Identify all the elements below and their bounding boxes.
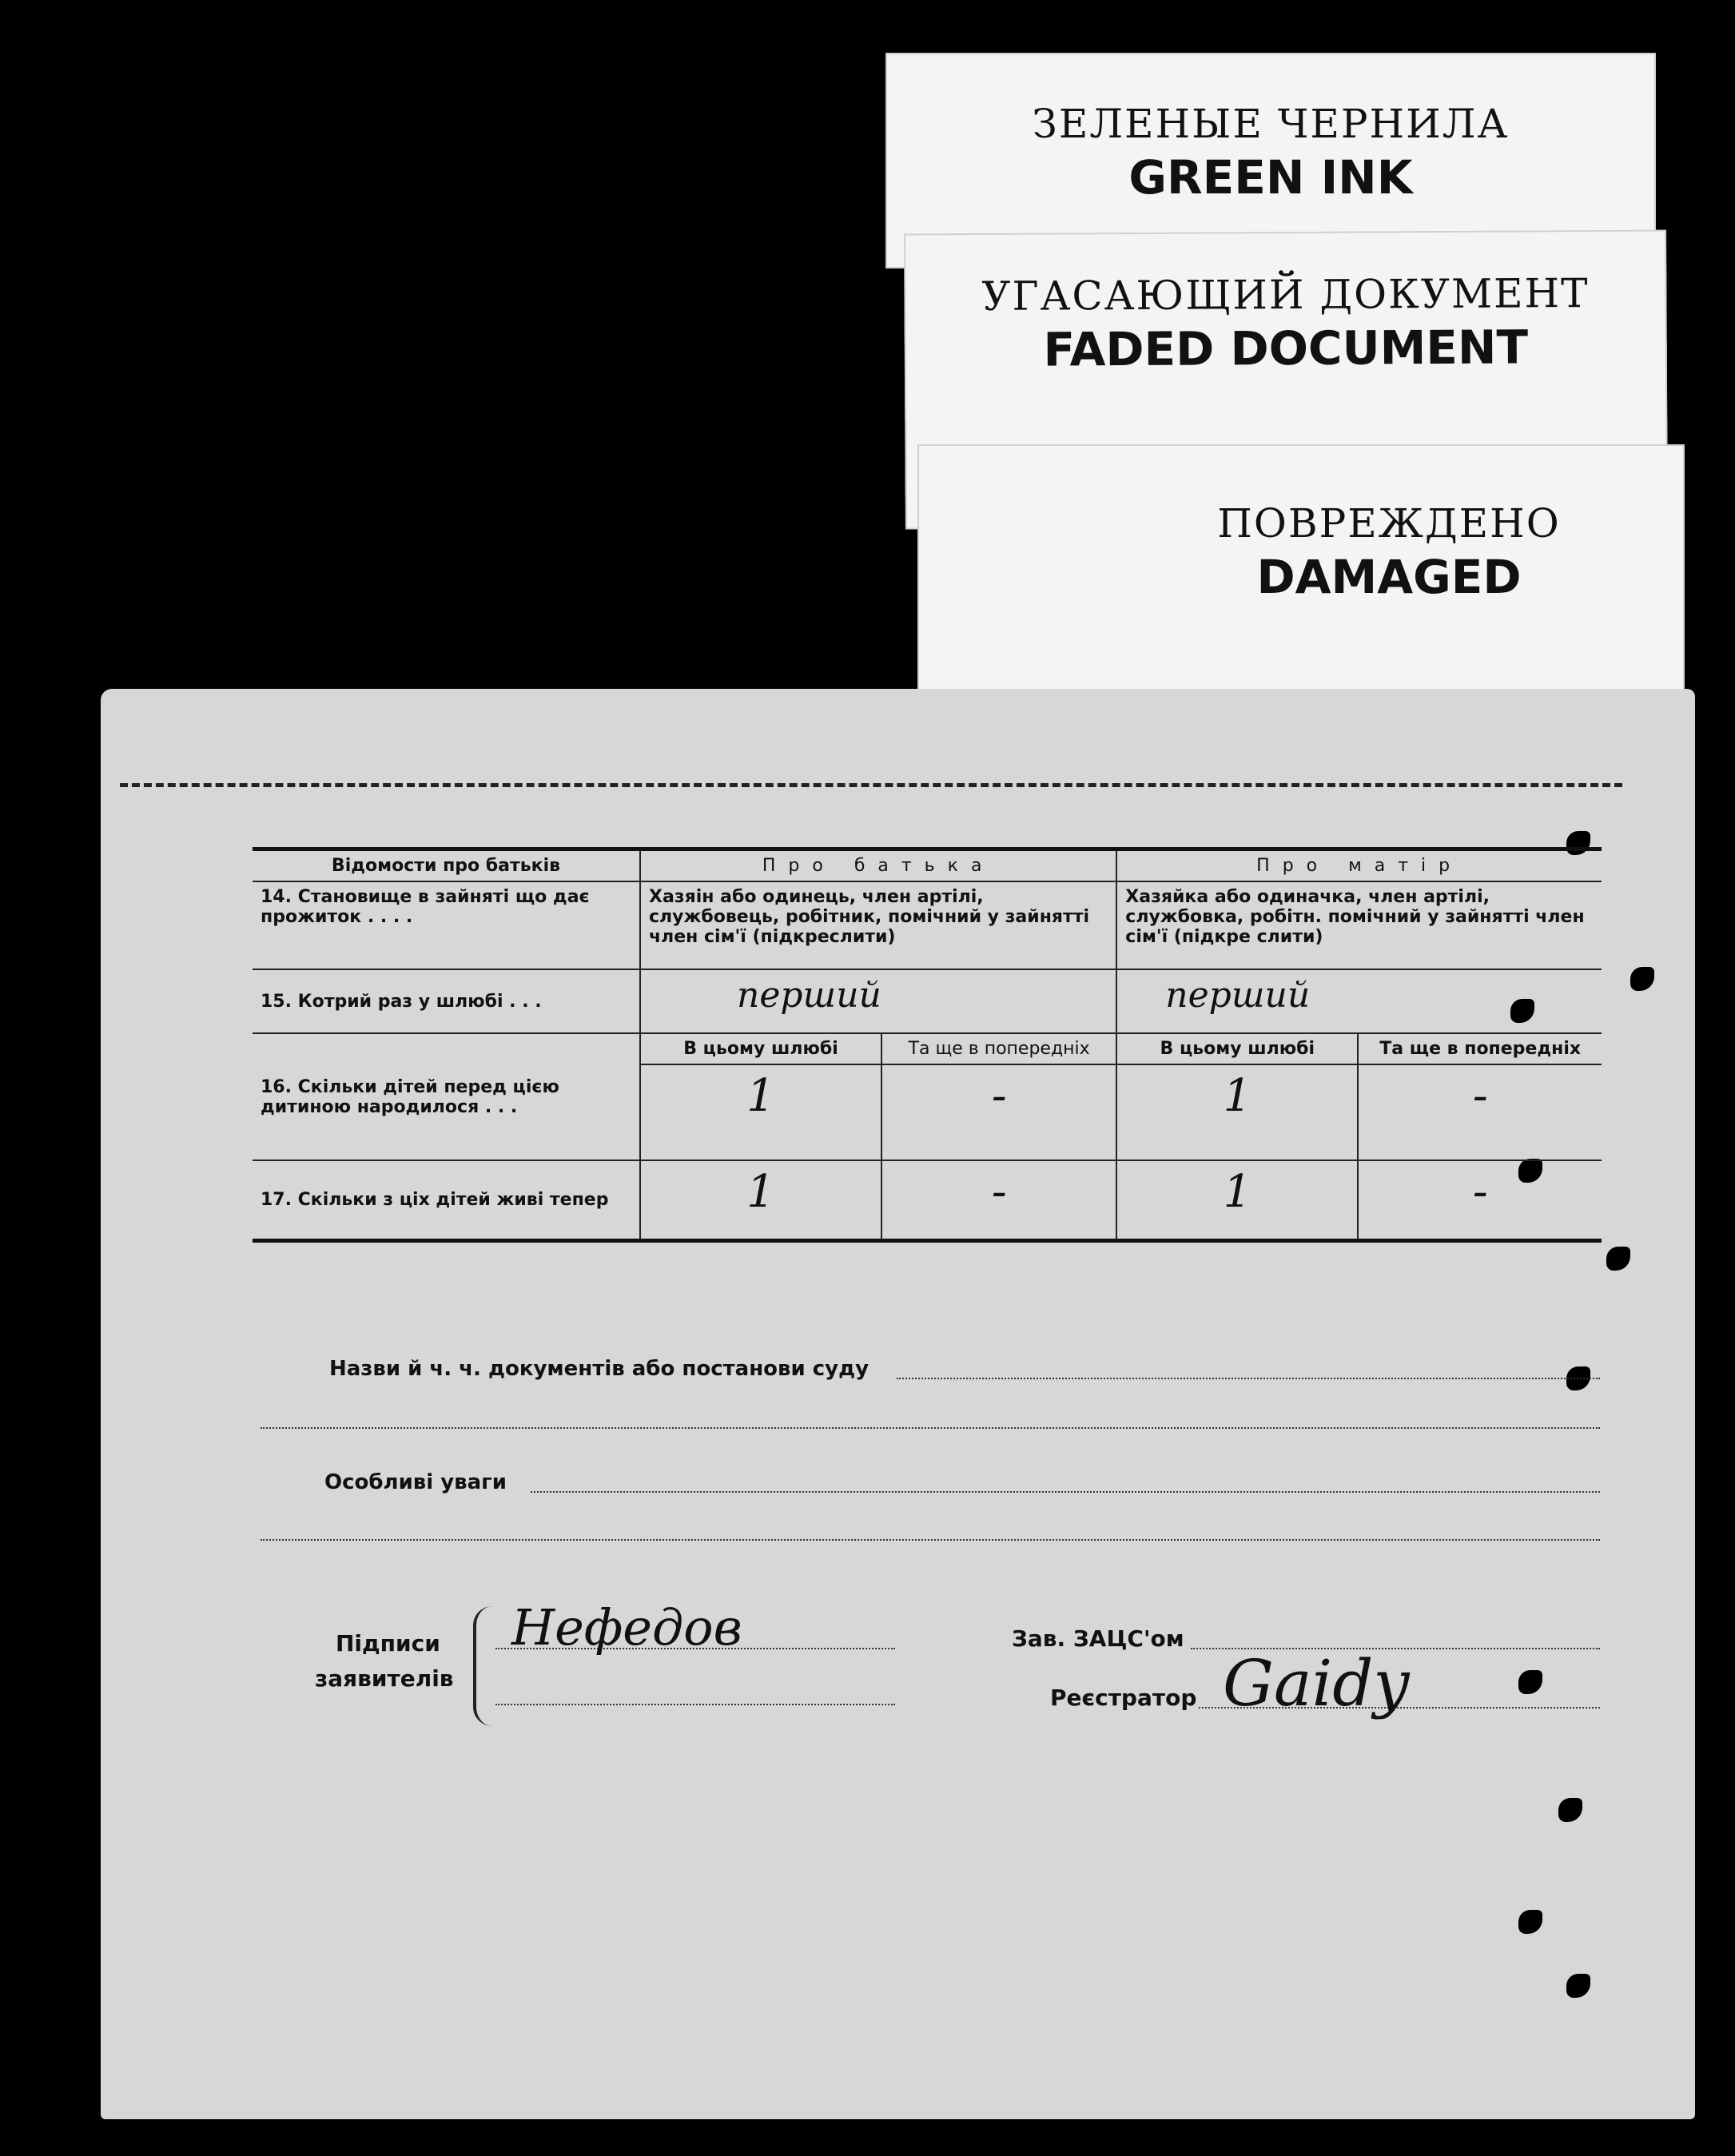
row16-label: 16. Скільки дітей перед цією дитиною народилося . . .: [253, 1033, 640, 1160]
row15-mother-hand: перший: [1116, 969, 1602, 1033]
registrar-label: Реєстратор: [1050, 1685, 1197, 1711]
tag-ru-text: ЗЕЛЕНЫЕ ЧЕРНИЛА: [1032, 101, 1510, 147]
perforation-line: [120, 783, 1622, 787]
tag-en-text: DAMAGED: [1256, 550, 1522, 604]
tag-en-text: GREEN INK: [1128, 150, 1413, 205]
row15-father-hand: перший: [640, 969, 1116, 1033]
registrar-signature: Gaidy: [1223, 1646, 1410, 1720]
row16-m-this: 1: [1116, 1064, 1358, 1160]
zav-label: Зав. ЗАЦС'ом: [1012, 1625, 1184, 1652]
row16-f-prev: -: [881, 1064, 1116, 1160]
signatures-label-2: заявителів: [315, 1665, 454, 1692]
applicant-sign-line-2: [495, 1704, 895, 1705]
row17-f-prev: -: [881, 1160, 1116, 1240]
notes-fill-line: [531, 1491, 1600, 1493]
row16-m-prev: -: [1358, 1064, 1602, 1160]
row17-f-this: 1: [640, 1160, 881, 1240]
sub-this-father: В цьому шлюбі: [640, 1033, 881, 1064]
row14-mother: Хазяйка або одиначка, член артілі, службовка, робітн. помічний у зайнятті член сім'ї (підкре слити): [1116, 881, 1602, 969]
parents-info-table: [253, 847, 1602, 1243]
tag-en-text: FADED DOCUMENT: [1043, 320, 1529, 377]
row16-f-this: 1: [640, 1064, 881, 1160]
damaged-tag: [917, 444, 1685, 692]
tag-ru-text: УГАСАЮЩИЙ ДОКУМЕНТ: [981, 270, 1590, 320]
notes-fill-line-2: [261, 1539, 1600, 1541]
sub-this-mother: В цьому шлюбі: [1116, 1033, 1358, 1064]
row14-father: Хазяін або одинець, член артілі, службовець, робітник, помічний у зайнятті член сім'ї (підкреслити): [640, 881, 1116, 969]
sub-prev-mother: Та ще в попередніх: [1358, 1033, 1602, 1064]
signatures-label-1: Підписи: [336, 1630, 440, 1657]
sub-prev-father: Та ще в попередніх: [881, 1033, 1116, 1064]
header-label: Відомости про батьків: [253, 849, 640, 882]
row14-label: 14. Становище в зайняті що дає прожиток . . . .: [253, 881, 640, 969]
row17-label: 17. Скільки з ціх дітей живі тепер: [253, 1160, 640, 1240]
signatures-brace: [473, 1606, 492, 1726]
docs-fill-line-2: [261, 1427, 1600, 1429]
docs-fill-line: [897, 1378, 1600, 1379]
row17-m-prev: -: [1358, 1160, 1602, 1240]
header-father: Про батька: [640, 849, 1116, 882]
row15-label: 15. Котрий раз у шлюбі . . .: [253, 969, 640, 1033]
docs-label: Назви й ч. ч. документів або постанови суду: [329, 1357, 869, 1381]
applicant-signature: Нефедов: [511, 1598, 742, 1657]
notes-label: Особливі уваги: [324, 1470, 507, 1494]
header-mother: Про матір: [1116, 849, 1602, 882]
tag-ru-text: ПОВРЕЖДЕНО: [1217, 500, 1561, 547]
row17-m-this: 1: [1116, 1160, 1358, 1240]
